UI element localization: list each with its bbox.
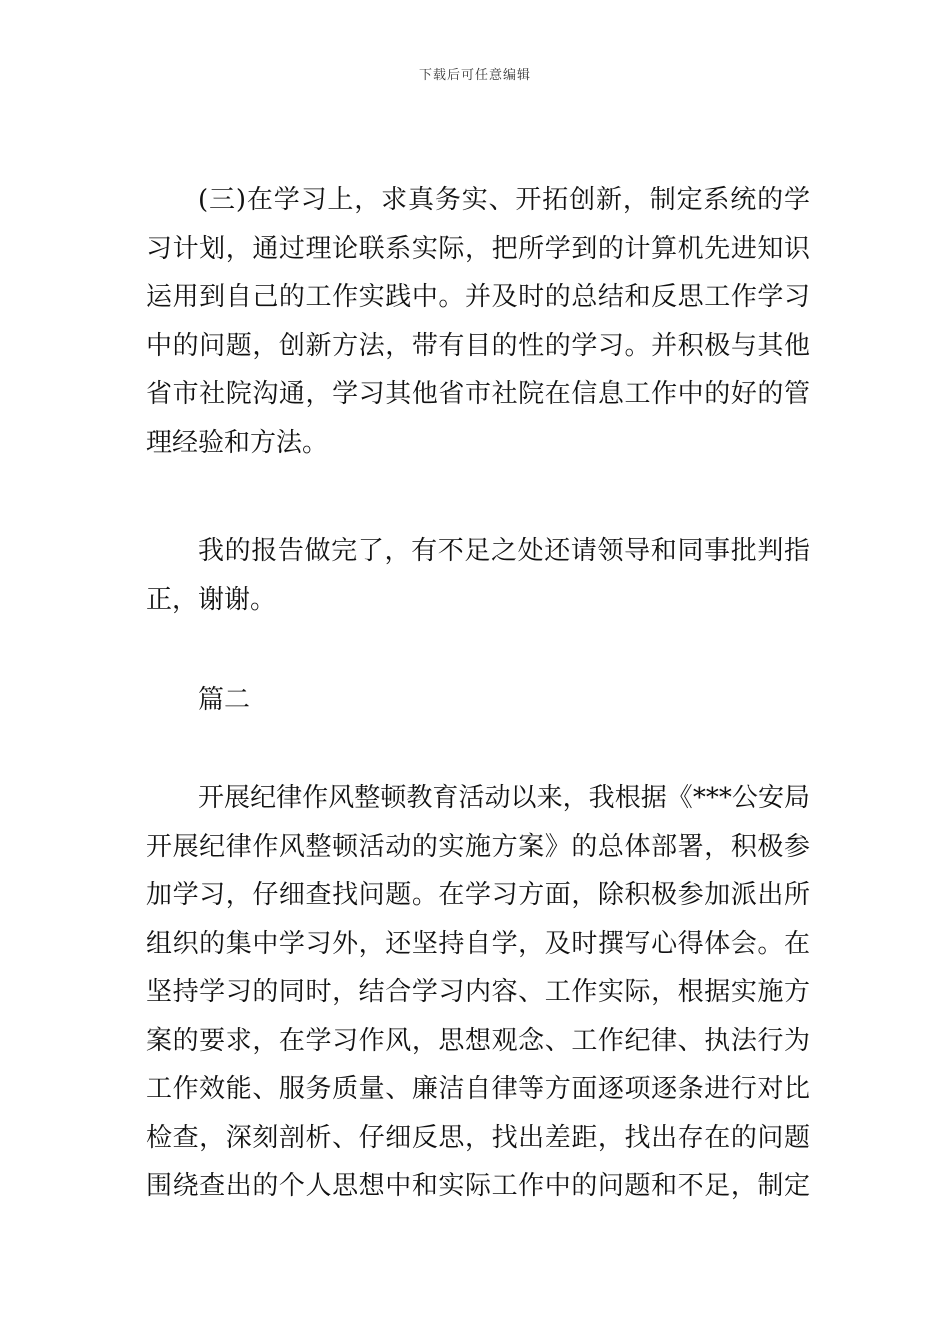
paragraph-closing: [146, 527, 810, 624]
text-line: 开展纪律作风整顿教育活动以来，我根据《***公安局: [198, 783, 810, 813]
text-line: 理经验和方法。: [146, 427, 329, 458]
text-line: 围绕查出的个人思想中和实际工作中的问题和不足，制定: [146, 1171, 810, 1201]
text-line: 组织的集中学习外，还坚持自学，及时撰写心得体会。在: [146, 928, 810, 959]
text-line: (三)在学习上，求真务实、开拓创新，制定系统的学: [198, 185, 810, 215]
page-header: 下载后可任意编辑: [418, 68, 531, 83]
text-line: 加学习，仔细查找问题。在学习方面，除积极参加派出所: [146, 880, 810, 910]
paragraph-study: [146, 176, 810, 467]
text-line: 运用到自己的工作实践中。并及时的总结和反思工作学习: [146, 282, 810, 312]
text-line: 案的要求，在学习作风，思想观念、工作纪律、执法行为: [146, 1025, 810, 1056]
text-line: 开展纪律作风整顿活动的实施方案》的总体部署，积极参: [146, 831, 810, 862]
text-line: 检查，深刻剖析、仔细反思，找出差距，找出存在的问题: [146, 1122, 810, 1153]
paragraph-discipline: [146, 774, 810, 1211]
text-line: 中的问题，创新方法，带有目的性的学习。并积极与其他: [146, 330, 810, 361]
text-line: 坚持学习的同时，结合学习内容、工作实际，根据实施方: [146, 977, 810, 1007]
text-line: 省市社院沟通，学习其他省市社院在信息工作中的好的管: [146, 379, 810, 409]
text-line: 正，谢谢。: [146, 584, 277, 615]
text-line: 习计划，通过理论联系实际，把所学到的计算机先进知识: [146, 233, 810, 264]
section-heading: [146, 676, 810, 725]
text-line: 我的报告做完了，有不足之处还请领导和同事批判指: [198, 536, 810, 566]
text-line: 工作效能、服务质量、廉洁自律等方面逐项逐条进行对比: [146, 1074, 810, 1104]
section-title: 篇二: [198, 685, 251, 715]
